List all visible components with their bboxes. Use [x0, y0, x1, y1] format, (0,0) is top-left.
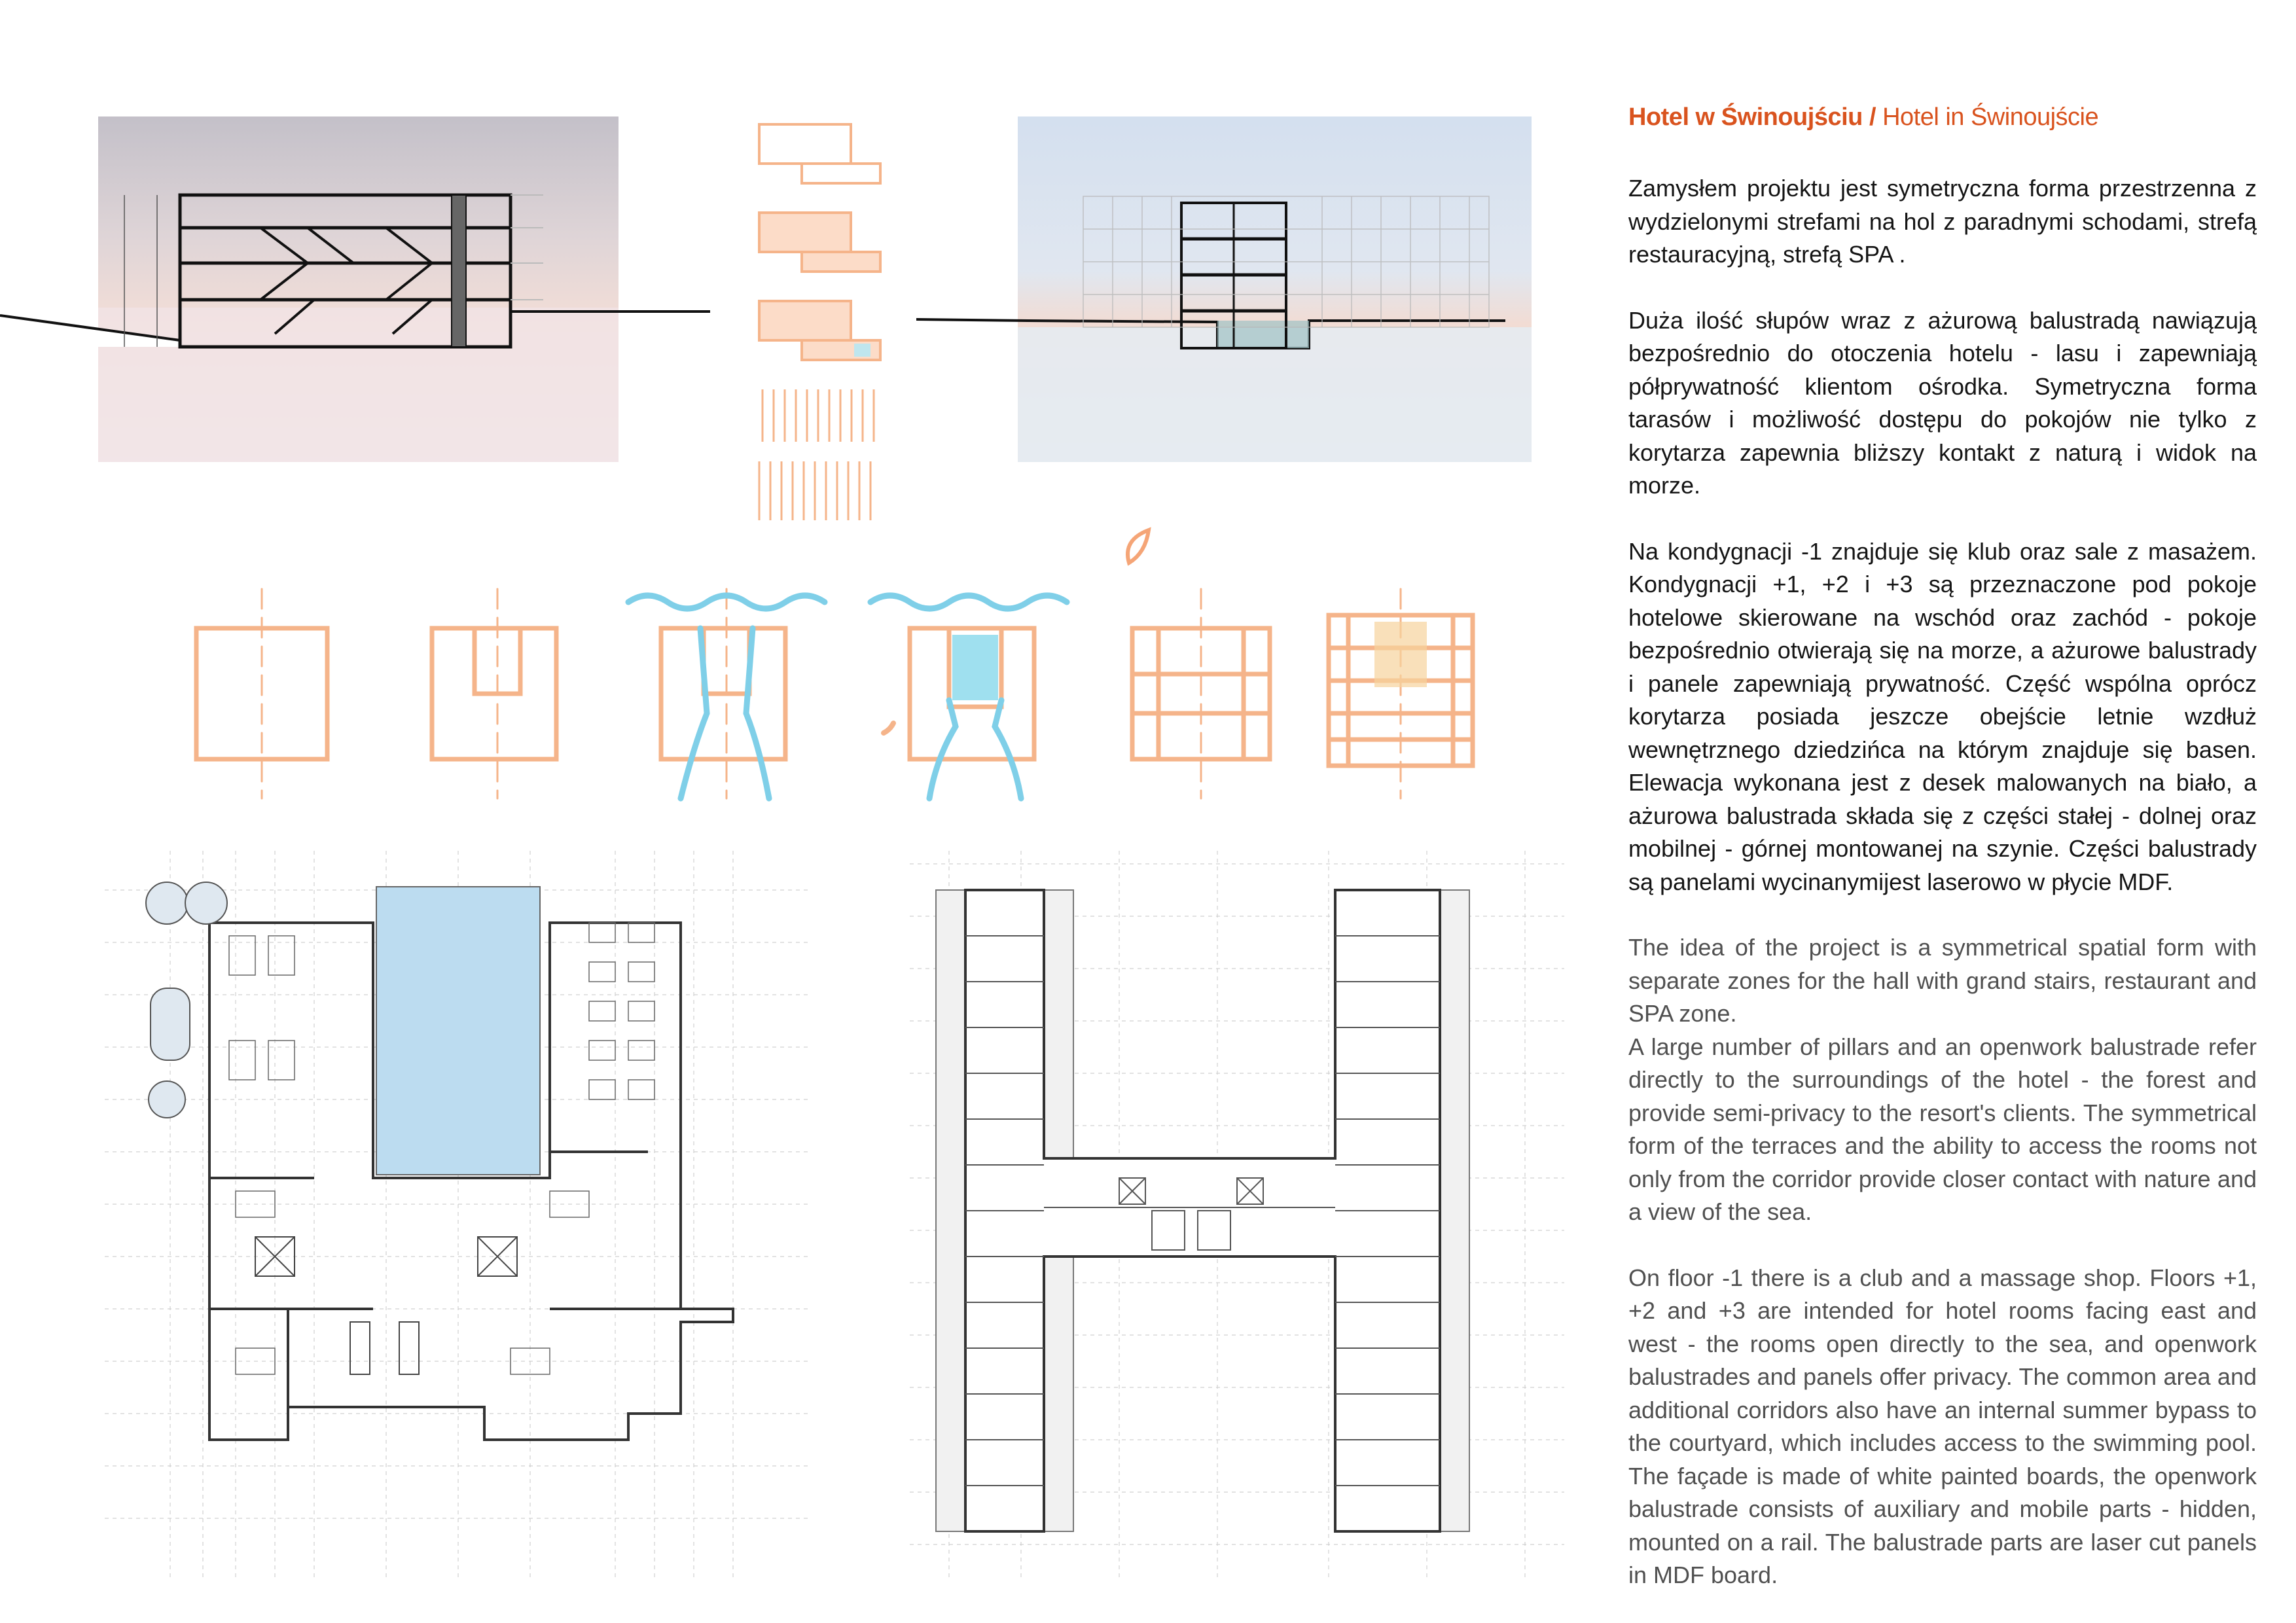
description-column [1628, 103, 2257, 1592]
sun-sketch [1119, 527, 1158, 566]
typical-floor-plan [870, 825, 1577, 1590]
title-polish: Hotel w Świnoujściu [1628, 103, 1863, 131]
section-right-drawing [916, 111, 1538, 478]
page-title [1628, 103, 2257, 132]
description-en-floors: On floor -1 there is a club and a massage shop. Floors +1, +2 and +3 are intended for hotel rooms facing east and west - the rooms open directly to the sea, and openwork balustrades and panels offer privacy. The common area and additional corridors also have an internal summer bypass to the courtyard, which includes access to the swimming pool. The façade is made of white painted boards, the openwork balustrade consists of auxiliary and mobile parts - hidden, mounted on a rail. The balustrade parts are laser cut panels in MDF board. [1628, 1264, 2257, 1588]
title-english: Hotel in Świnoujście [1882, 103, 2099, 131]
concept-diagrams [177, 576, 1499, 812]
massing-sketches [746, 118, 903, 576]
ground-floor-plan [92, 825, 825, 1590]
title-separator: / [1869, 103, 1876, 131]
section-left-drawing [0, 111, 720, 478]
description-pl-pillars: Duża ilość słupów wraz z ażurową balustradą nawiązują bezpośrednio do otoczenia hotelu - lasu i zapewniają półprywatność klientom ośrodka. Symetryczna forma tarasów i możliwość dostępu do pokojów nie tylko z korytarza zapewnia bliższy kontakt z naturą i widok na morze. [1628, 306, 2257, 499]
description-pl-intro: Zamysłem projektu jest symetryczna forma przestrzenna z wydzielonymi strefami na hol z paradnymi schodami, strefą restauracyjną, strefą SPA . [1628, 175, 2257, 268]
description-pl-floors: Na kondygnacji -1 znajduje się klub oraz sale z masażem. Kondygnacji +1, +2 i +3 są przeznaczone pod pokoje hotelowe skierowane na wschód oraz zachód - pokoje bezpośrednio otwierają się na morze, a ażurowe balustrady i panele zapewniają prywatność. Część wspólna oprócz korytarza posiada jeszcze obejście letnie wzdłuż wewnętrznego dziedzińca na którym znajduje się basen. Elewacja wykonana jest z desek malowanych na biało, a ażurowa balustrada składa się z części stałej - dolnej oraz mobilnej - górnej montowanej na szynie. Części balustrady są panelami wycinanymijest laserowo w płycie MDF. [1628, 537, 2257, 895]
description-en-pillars: A large number of pillars and an openwork balustrade refer directly to the surroundings of the hotel - the forest and provide semi-privacy to the resort's clients. The symmetrical form of the terraces and the ability to access the rooms not only from the corridor provide closer contact with nature and a view of the sea. [1628, 1033, 2257, 1225]
description-en-intro: The idea of the project is a symmetrical spatial form with separate zones for the hall with grand stairs, restaurant and SPA zone. [1628, 934, 2257, 1027]
